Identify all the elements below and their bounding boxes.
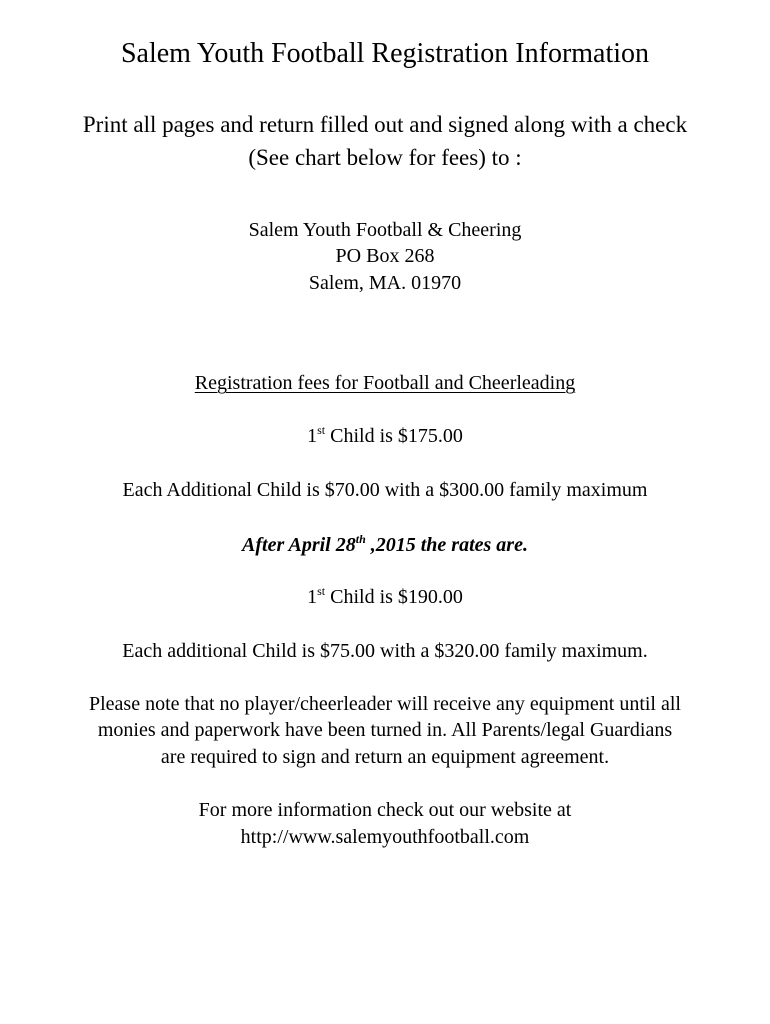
rate-change-suffix: th — [355, 532, 366, 546]
intro-line-1: Print all pages and return filled out and signed along with a check — [82, 112, 688, 137]
rate-change-rest: ,2015 the rates are. — [365, 534, 528, 556]
address-po-box: PO Box 268 — [335, 245, 435, 267]
rate-change-notice — [0, 532, 770, 556]
address-org: Salem Youth Football & Cheering — [248, 219, 522, 241]
note-line-3: are required to sign and return an equipment agreement. — [160, 746, 610, 768]
late-first-child — [0, 584, 770, 608]
early-first-child-ordinal: 1 — [307, 425, 318, 447]
intro-line-2: (See chart below for fees) to : — [248, 145, 522, 170]
late-additional-child: Each additional Child is $75.00 with a $320.00 family maximum. — [122, 640, 648, 662]
website-link[interactable]: http://www.salemyouthfootball.com — [240, 826, 530, 848]
late-first-child-ordinal: 1 — [307, 586, 318, 608]
early-first-child-suffix: st — [317, 423, 326, 437]
note-line-1: Please note that no player/cheerleader will receive any equipment until all — [89, 693, 681, 715]
note-line-2: monies and paperwork have been turned in. All Parents/legal Guardians — [97, 719, 673, 741]
more-info-line: For more information check out our website at — [198, 799, 572, 821]
fees-heading: Registration fees for Football and Cheerleading — [194, 372, 576, 394]
page-title: Salem Youth Football Registration Information — [120, 38, 650, 69]
rate-change-prefix: After April 28 — [242, 534, 356, 556]
late-first-child-suffix: st — [317, 584, 326, 598]
late-first-child-text: Child is $190.00 — [325, 586, 463, 608]
address-city: Salem, MA. 01970 — [308, 272, 462, 294]
early-first-child-text: Child is $175.00 — [325, 425, 463, 447]
early-additional-child: Each Additional Child is $70.00 with a $300.00 family maximum — [122, 479, 648, 501]
early-first-child — [0, 423, 770, 447]
